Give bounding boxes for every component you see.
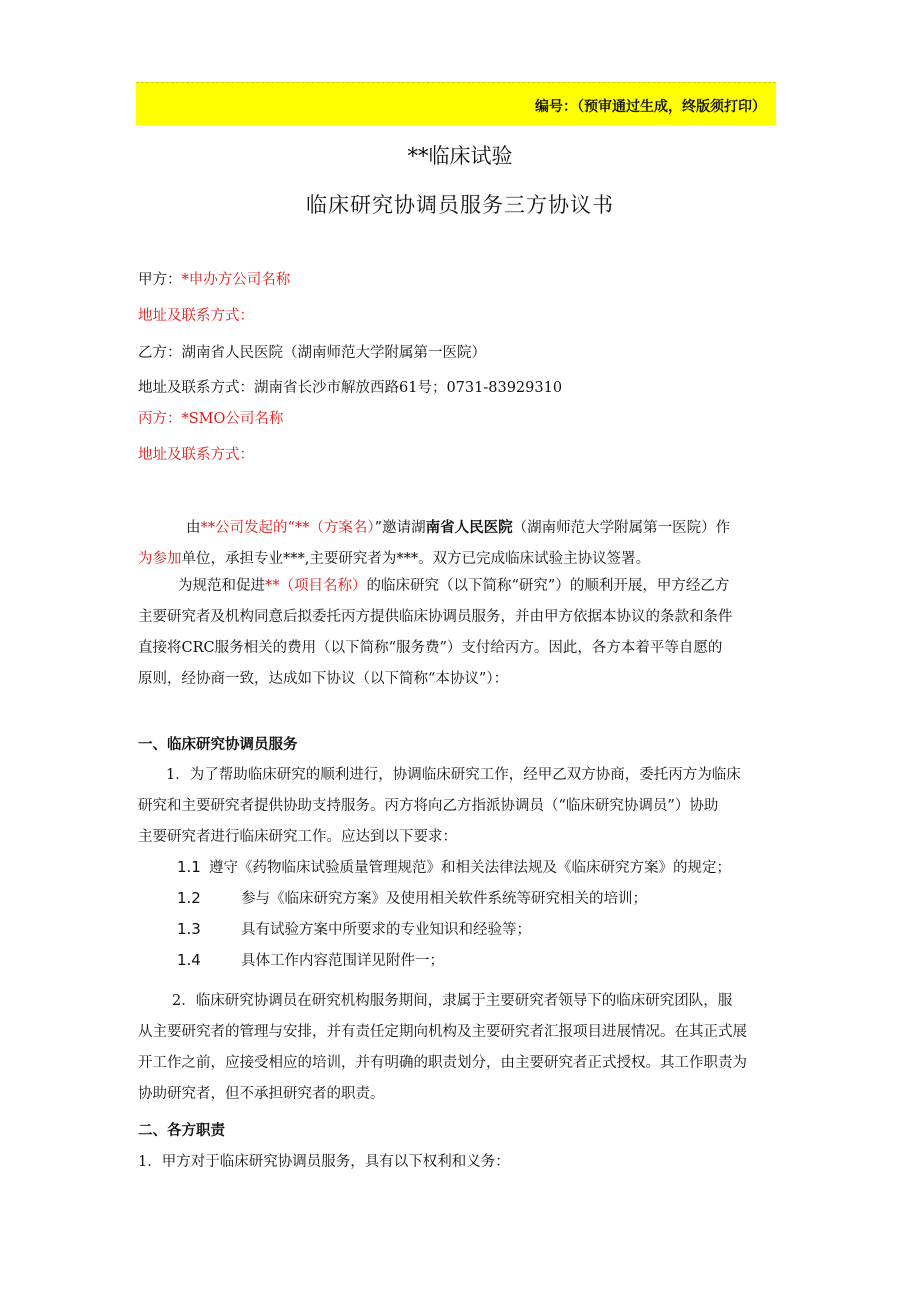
section-1-heading: 一、临床研究协调员服务 [138, 737, 298, 753]
requirement-item: 1.4 具体工作内容范围详见附件一； [177, 951, 444, 969]
intro-paragraph-1: 由**公司发起的“**（方案名）”邀请湖南省人民医院（湖南师范大学附属第一医院）作 为参加单位，承担专业***,主要研究者为***。双方已完成临床试验主协议签署。 [138, 519, 731, 567]
party-b-name: 湖南省人民医院（湖南师范大学附属第一医院） [181, 345, 486, 361]
party-c: 丙方：*SMO公司名称 [138, 411, 284, 427]
section-1-paragraph-1: 1．为了帮助临床研究的顺利进行，协调临床研究工作，经甲乙双方协商，委托丙方为临床 研究和主要研究者提供协助支持服务。丙方将向乙方指派协调员（“临床研究协调员”）协助 主要研究者进行临床研究工作。应达到以下要求： [138, 767, 741, 845]
intro-paragraph-2: 为规范和促进**（项目名称）的临床研究（以下简称“研究”）的顺利开展，甲方经乙方 主要研究者及机构同意后拟委托丙方提供临床协调员服务，并由甲方依据本协议的条款和条件 直接将CRC服务相关的费用（以下简称“服务费”）支付给丙方。因此，各方本着平等自愿的 原则，经协商一致，达成如下协议（以下简称“本协议”）： [138, 578, 733, 687]
requirement-item: 1.3 具有试验方案中所要求的专业知识和经验等； [177, 920, 531, 938]
agreement-title: 临床研究协调员服务三方协议书 [306, 193, 614, 217]
party-a-name: *申办方公司名称 [181, 272, 291, 288]
section-2-heading: 二、各方职责 [138, 1123, 225, 1139]
party-c-address: 地址及联系方式： [138, 447, 254, 463]
document-number-highlight [136, 82, 776, 125]
party-b-address-value: 湖南省长沙市解放西路61号；0731-83929310 [254, 380, 563, 396]
requirement-item: 1.1 遵守《药物临床试验质量管理规范》和相关法律法规及《临床研究方案》的规定； [177, 858, 731, 876]
section-2-paragraph-1: 1．甲方对于临床研究协调员服务，具有以下权利和义务： [138, 1154, 510, 1170]
party-a-address: 地址及联系方式： [138, 308, 254, 324]
trial-title: **临床试验 [407, 144, 513, 168]
party-b-address: 地址及联系方式：湖南省长沙市解放西路61号；0731-83929310 [138, 380, 563, 396]
section-1-paragraph-2: 2．临床研究协调员在研究机构服务期间，隶属于主要研究者领导下的临床研究团队，服 从主要研究者的管理与安排，并有责任定期向机构及主要研究者汇报项目进展情况。在其正式展 开工作之前，应接受相应的培训，并有明确的职责划分，由主要研究者正式授权。其工作职责为 协助研究者，但不承担研究者的职责。 [138, 993, 747, 1102]
document-number: 编号：（预审通过生成，终版须打印） [535, 99, 766, 115]
party-b: 乙方：湖南省人民医院（湖南师范大学附属第一医院） [138, 345, 486, 361]
party-a: 甲方：*申办方公司名称 [138, 272, 291, 288]
party-c-name: *SMO公司名称 [181, 411, 284, 427]
requirement-item: 1.2 参与《临床研究方案》及使用相关软件系统等研究相关的培训； [177, 889, 647, 907]
